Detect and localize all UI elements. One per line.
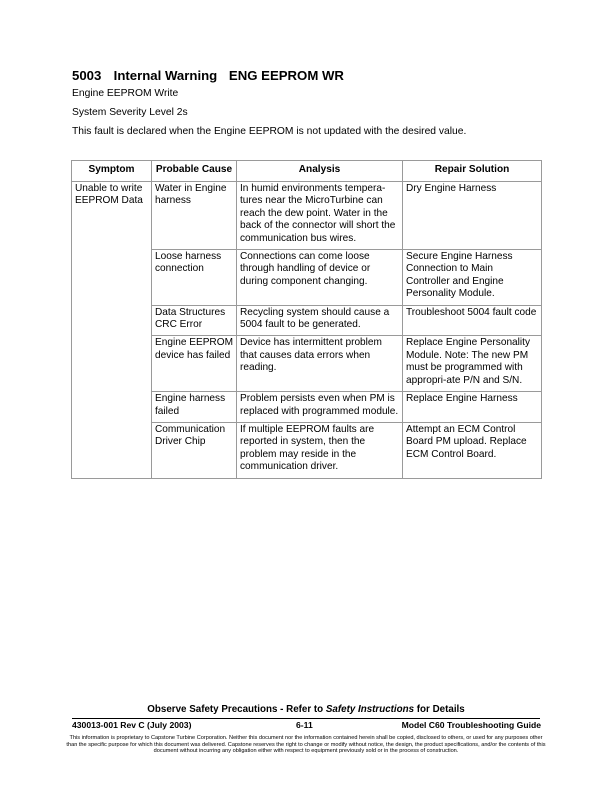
header-probable-cause: Probable Cause [152,161,237,182]
repair-cell: Replace Engine Personality Module. Note: The new PM must be programmed with appropri-ate P/N and S/N. [403,336,542,392]
cause-cell: Engine harness failed [152,392,237,423]
cause-cell: Engine EEPROM device has failed [152,336,237,392]
fault-title: Internal Warning [113,68,218,83]
proprietary-disclaimer: This information is proprietary to Capstone Turbine Corporation. Neither this document nor the information contained herein shall be copied, disclosed to others, or used for any purposes other than the specific purpose for which this document was delivered. Capstone reserves the right to change or modify without notice, the design, the product specifications, and/or the contents of this document without incurring any obligation either with respect to equipment previously sold or in the process of construction. [66,735,546,755]
guide-title: Model C60 Troubleshooting Guide [401,720,541,730]
cause-cell: Loose harness connection [152,250,237,306]
header-repair-solution: Repair Solution [403,161,542,182]
troubleshooting-table [71,160,542,479]
repair-cell: Replace Engine Harness [403,392,542,423]
severity-level: System Severity Level 2s [72,107,188,118]
cause-cell: Communication Driver Chip [152,422,237,478]
safety-note-prefix: Observe Safety Precautions - Refer to [147,704,326,715]
analysis-cell: Device has intermittent problem that causes data errors when reading. [237,336,403,392]
header-analysis: Analysis [237,161,403,182]
repair-cell: Attempt an ECM Control Board PM upload. Replace ECM Control Board. [403,422,542,478]
fault-heading [72,68,344,83]
repair-cell: Dry Engine Harness [403,182,542,250]
safety-instructions-ref: Safety Instructions [325,704,415,715]
fault-code: 5003 [72,68,102,83]
analysis-cell: Recycling system should cause a 5004 fault to be generated. [237,305,403,336]
doc-number: 430013-001 Rev C (July 2003) [72,720,192,730]
safety-note [0,704,612,715]
table-row [72,182,542,250]
fault-abbrev: ENG EEPROM WR [228,68,344,83]
table-header-row [72,161,542,182]
cause-cell: Water in Engine harness [152,182,237,250]
page-number: 6-11 [296,720,313,730]
header-symptom: Symptom [72,161,152,182]
analysis-cell: Connections can come loose through handling of device or during component changing. [237,250,403,306]
fault-description-name: Engine EEPROM Write [72,88,179,99]
footer-divider [72,718,540,719]
safety-note-suffix: for Details [414,704,465,715]
analysis-cell: Problem persists even when PM is replaced with programmed module. [237,392,403,423]
analysis-cell: If multiple EEPROM faults are reported in system, then the problem may reside in the communication driver. [237,422,403,478]
symptom-cell: Unable to write EEPROM Data [72,182,152,479]
repair-cell: Secure Engine Harness Connection to Main Controller and Engine Personality Module. [403,250,542,306]
repair-cell: Troubleshoot 5004 fault code [403,305,542,336]
analysis-cell: In humid environments tempera-tures near the MicroTurbine can reach the dew point. Water in the back of the connector will short the communication bus wires. [237,182,403,250]
cause-cell: Data Structures CRC Error [152,305,237,336]
fault-declaration: This fault is declared when the Engine EEPROM is not updated with the desired value. [72,126,467,137]
